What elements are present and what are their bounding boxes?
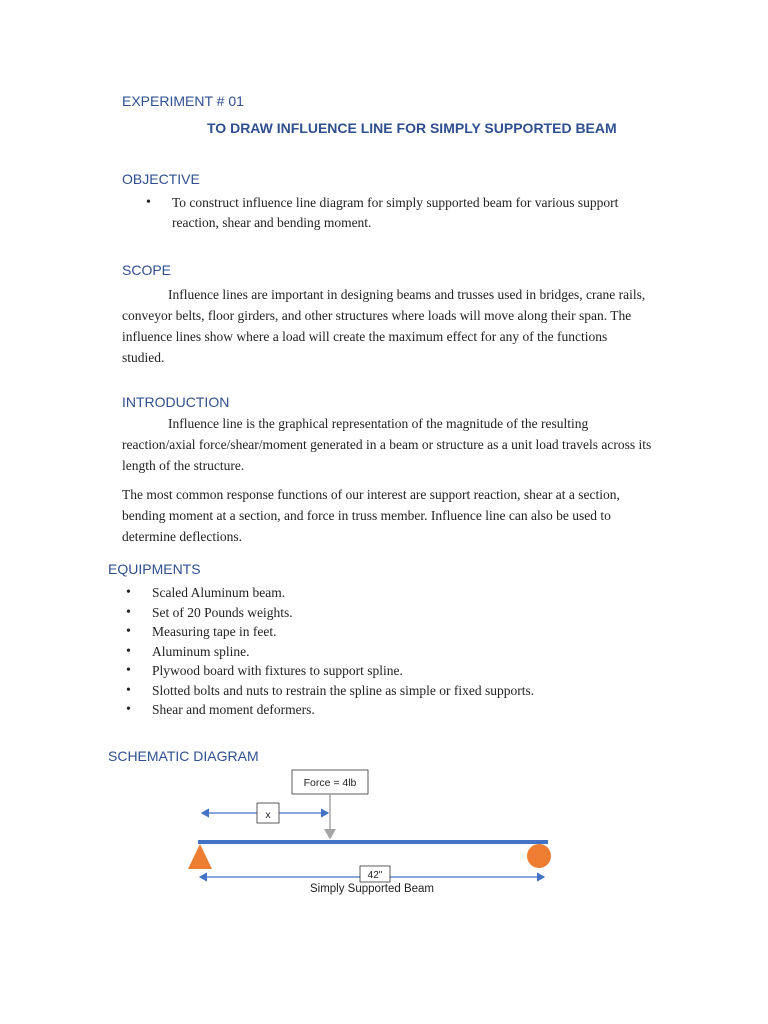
x-dimension [202,803,328,823]
equipments-heading: EQUIPMENTS [108,561,201,577]
equipment-item: • Shear and moment deformers. [124,700,644,720]
equipments-list [124,583,644,720]
schematic-diagram [180,765,570,900]
x-label: x [265,809,271,821]
force-label: Force = 4lb [303,777,357,789]
scope-heading: SCOPE [122,262,172,278]
objective-list [144,193,654,232]
equipment-item: • Measuring tape in feet. [124,622,644,642]
span-dimension [200,866,544,882]
equipment-item: • Plywood board with fixtures to support spline. [124,661,644,681]
objective-item: • To construct influence line diagram for simply supported beam for various support reaction, shear and bending moment. [144,193,654,232]
experiment-title: EXPERIMENT # 01 [122,93,244,109]
equipment-item: • Aluminum spline. [124,642,644,662]
pin-support [188,844,212,869]
roller-support [527,844,551,868]
schematic-heading: SCHEMATIC DIAGRAM [108,748,259,764]
introduction-paragraph-2: The most common response functions of our interest are support reaction, shear at a section, bending moment at a section, and force in truss member. Influence line can also be used to determine deflections. [122,487,620,544]
scope-paragraph: Influence lines are important in designing beams and trusses used in bridges, crane rails, conveyor belts, floor girders, and other structures where loads will move along their span. The influence lines show where a load will create the maximum effect for any of the functions studied. [122,287,646,365]
force-callout [292,770,368,838]
equipment-item: • Scaled Aluminum beam. [124,583,644,603]
objective-heading: OBJECTIVE [122,171,200,187]
introduction-heading: INTRODUCTION [122,394,230,410]
equipment-item: • Set of 20 Pounds weights. [124,603,644,623]
span-label: 42" [367,870,383,881]
equipment-item: • Slotted bolts and nuts to restrain the spline as simple or fixed supports. [124,681,644,701]
experiment-subtitle: TO DRAW INFLUENCE LINE FOR SIMPLY SUPPORTED BEAM [207,120,617,136]
diagram-caption: Simply Supported Beam [309,883,435,895]
introduction-paragraph-1: Influence line is the graphical representation of the magnitude of the resulting reaction/axial force/shear/moment generated in a beam or structure as a unit load travels across its length of the structure. [122,416,652,473]
